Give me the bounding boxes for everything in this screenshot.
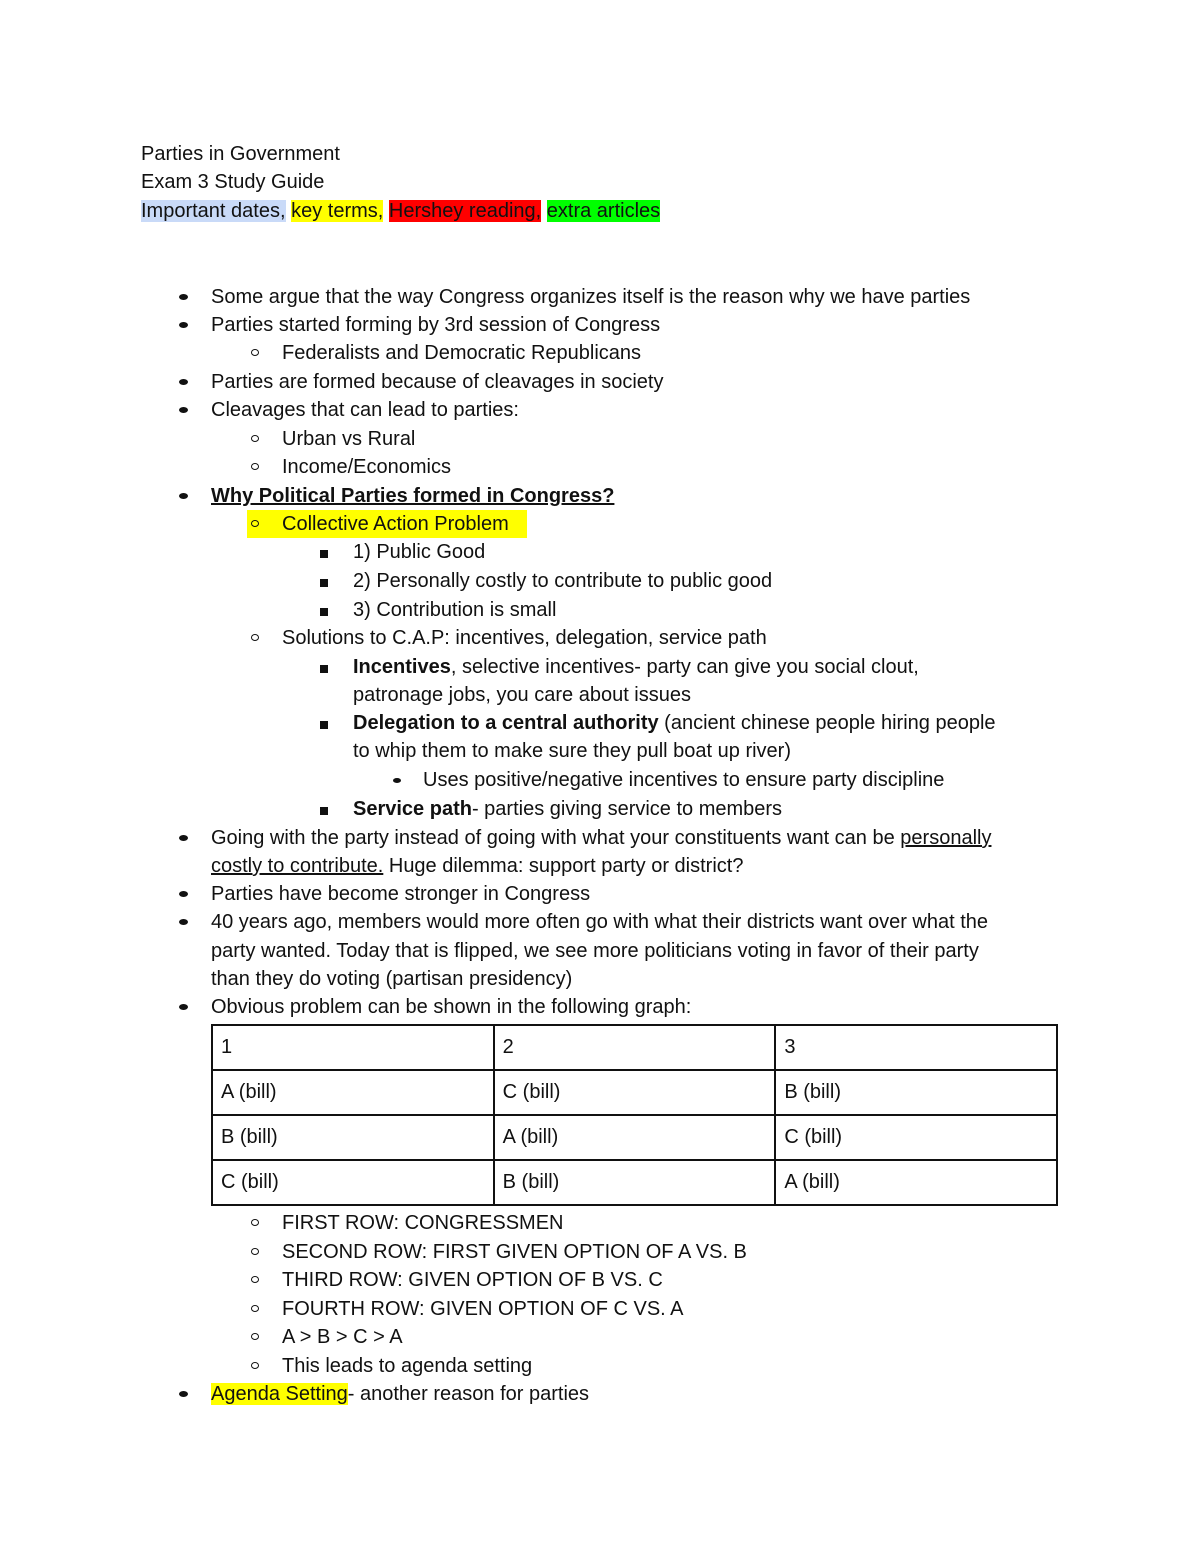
table-row [212, 1025, 1057, 1070]
note-continuation: to whip them to make sure they pull boat up river) [353, 740, 791, 762]
note-subitem: FIRST ROW: CONGRESSMEN [282, 1212, 564, 1234]
note-subitem: Income/Economics [282, 456, 451, 478]
square-bullet-icon [316, 653, 340, 681]
underlined-phrase: costly to contribute. [211, 855, 384, 877]
note-subitem: Federalists and Democratic Republicans [282, 342, 642, 364]
circle-bullet-icon [247, 453, 271, 481]
color-legend [141, 197, 660, 225]
table-cell: A (bill) [494, 1115, 776, 1160]
note-subitem: 3) Contribution is small [353, 599, 557, 621]
table-cell: B (bill) [494, 1160, 776, 1205]
note-subitem: FOURTH ROW: GIVEN OPTION OF C VS. A [282, 1298, 684, 1320]
key-term: Collective Action Problem [282, 513, 509, 535]
note-text: Going with the party instead of going with what your constituents want can be [211, 827, 901, 849]
note-item [211, 1380, 589, 1408]
note-subitem: SECOND ROW: FIRST GIVEN OPTION OF A VS. B [282, 1241, 747, 1263]
table-cell: C (bill) [775, 1115, 1057, 1160]
note-item: 40 years ago, members would more often go with what their districts want over what the [211, 911, 989, 933]
bullet-icon [175, 482, 199, 510]
square-bullet-icon [316, 795, 340, 823]
note-subitem: Solutions to C.A.P: incentives, delegation, service path [282, 627, 767, 649]
note-subitem [353, 709, 996, 737]
note-item: Parties are formed because of cleavages in society [211, 371, 664, 393]
term-incentives-text: , selective incentives- party can give you social clout, [450, 656, 919, 678]
document-title: Parties in Government [141, 143, 340, 165]
note-subitem: 2) Personally costly to contribute to public good [353, 570, 773, 592]
note-subitem [353, 653, 919, 681]
note-subitem [353, 795, 782, 823]
circle-bullet-icon [247, 624, 271, 652]
note-item: Some argue that the way Congress organizes itself is the reason why we have parties [211, 286, 971, 308]
bullet-icon [175, 1380, 199, 1408]
legend-hershey-reading: Hershey reading, [388, 200, 542, 222]
table-cell: A (bill) [775, 1160, 1057, 1205]
circle-bullet-icon [247, 1352, 271, 1380]
bullet-icon [175, 396, 199, 424]
note-subitem: This leads to agenda setting [282, 1355, 533, 1377]
table-cell: A (bill) [212, 1070, 494, 1115]
note-continuation: party wanted. Today that is flipped, we see more politicians voting in favor of their party [211, 940, 979, 962]
note-text: - another reason for parties [347, 1383, 590, 1405]
term-service-path-text: - parties giving service to members [471, 798, 783, 820]
note-continuation [211, 852, 743, 880]
table-cell: 3 [775, 1025, 1057, 1070]
note-item: Cleavages that can lead to parties: [211, 399, 519, 421]
note-continuation: than they do voting (partisan presidency) [211, 968, 573, 990]
document-subtitle: Exam 3 Study Guide [141, 171, 325, 193]
table-row [212, 1160, 1057, 1205]
underlined-phrase: personally [900, 827, 992, 849]
circle-bullet-icon [247, 1209, 271, 1237]
note-subitem: THIRD ROW: GIVEN OPTION OF B VS. C [282, 1269, 663, 1291]
bullet-icon [175, 908, 199, 936]
square-bullet-icon [316, 709, 340, 737]
bullet-icon [175, 283, 199, 311]
note-subitem: Urban vs Rural [282, 428, 416, 450]
term-incentives: Incentives [353, 656, 451, 678]
square-bullet-icon [316, 596, 340, 624]
note-continuation: patronage jobs, you care about issues [353, 684, 691, 706]
circle-bullet-icon [247, 1295, 271, 1323]
circle-bullet-icon [247, 1266, 271, 1294]
term-service-path: Service path [353, 798, 472, 820]
bullet-icon [389, 766, 413, 794]
bullet-icon [175, 993, 199, 1021]
term-delegation: Delegation to a central authority [353, 712, 659, 734]
preference-table [211, 1024, 1058, 1206]
note-subitem: 1) Public Good [353, 541, 486, 563]
note-subitem: Uses positive/negative incentives to ensure party discipline [423, 769, 945, 791]
key-term: Agenda Setting [211, 1383, 348, 1405]
circle-bullet-icon [247, 339, 271, 367]
note-text: Huge dilemma: support party or district? [383, 855, 744, 877]
legend-important-dates: Important dates, [141, 200, 286, 222]
legend-extra-articles: extra articles [546, 200, 661, 222]
table-cell: C (bill) [212, 1160, 494, 1205]
bullet-icon [175, 368, 199, 396]
circle-bullet-icon [247, 1323, 271, 1351]
section-heading: Why Political Parties formed in Congress? [211, 485, 615, 507]
square-bullet-icon [316, 567, 340, 595]
term-delegation-text: (ancient chinese people hiring people [658, 712, 996, 734]
note-subitem: A > B > C > A [282, 1326, 403, 1348]
table-cell: C (bill) [494, 1070, 776, 1115]
note-item: Obvious problem can be shown in the following graph: [211, 996, 692, 1018]
circle-bullet-icon [247, 510, 271, 538]
circle-bullet-icon [247, 1238, 271, 1266]
table-cell: B (bill) [212, 1115, 494, 1160]
bullet-icon [175, 880, 199, 908]
table-row [212, 1070, 1057, 1115]
note-item: Parties started forming by 3rd session of Congress [211, 314, 661, 336]
bullet-icon [175, 824, 199, 852]
table-row [212, 1115, 1057, 1160]
table-cell: 2 [494, 1025, 776, 1070]
table-cell: 1 [212, 1025, 494, 1070]
circle-bullet-icon [247, 425, 271, 453]
note-item [211, 824, 991, 852]
note-item: Parties have become stronger in Congress [211, 883, 591, 905]
square-bullet-icon [316, 538, 340, 566]
legend-key-terms: key terms, [291, 200, 384, 222]
bullet-icon [175, 311, 199, 339]
table-cell: B (bill) [775, 1070, 1057, 1115]
